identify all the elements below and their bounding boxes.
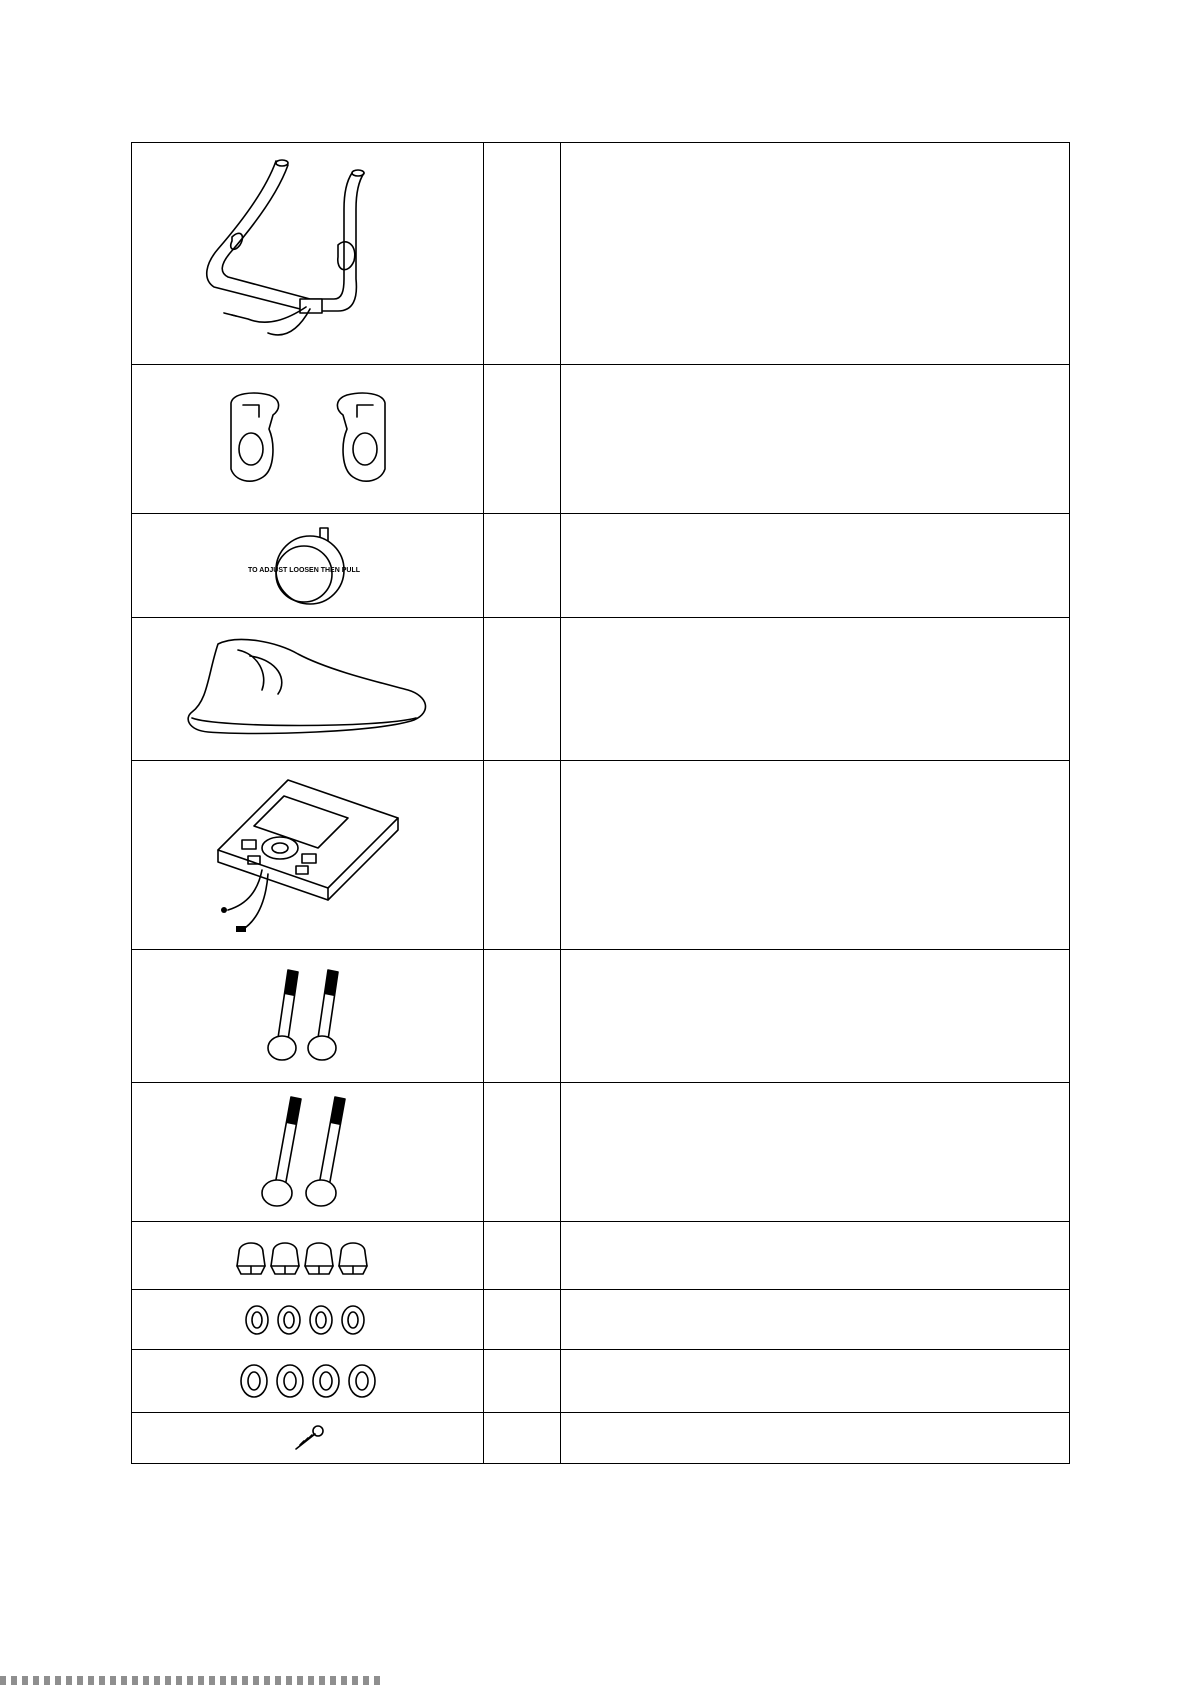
table-row <box>132 1290 1070 1350</box>
quantity-cell <box>484 1413 561 1464</box>
description-cell <box>561 365 1070 514</box>
description-cell <box>561 950 1070 1083</box>
table-row <box>132 1413 1070 1464</box>
description-cell <box>561 514 1070 618</box>
quantity-cell <box>484 1083 561 1222</box>
adjustment-knob-icon <box>247 522 360 610</box>
table-row <box>132 618 1070 761</box>
table-row <box>132 761 1070 950</box>
computer-console-icon <box>198 770 418 940</box>
part-image-cell <box>132 950 484 1083</box>
quantity-cell <box>484 1222 561 1290</box>
quantity-cell <box>484 514 561 618</box>
flat-washers-icon <box>238 1362 378 1400</box>
quantity-cell <box>484 365 561 514</box>
handlebar-covers-icon <box>223 389 393 489</box>
acorn-nuts-icon <box>233 1234 383 1278</box>
cropped-footer-text <box>0 1676 380 1685</box>
short-carriage-bolts-icon <box>248 966 368 1066</box>
part-image-cell <box>132 143 484 365</box>
table-row <box>132 365 1070 514</box>
quantity-cell <box>484 1290 561 1350</box>
long-carriage-bolts-icon <box>243 1093 373 1211</box>
quantity-cell <box>484 143 561 365</box>
quantity-cell <box>484 618 561 761</box>
handlebar-with-cable-icon <box>188 149 428 359</box>
part-image-cell <box>132 514 484 618</box>
table-row <box>132 143 1070 365</box>
quantity-cell <box>484 1350 561 1413</box>
knob-label: TO ADJUST LOOSEN THEN PULL <box>247 566 360 574</box>
seat-icon <box>178 634 438 744</box>
part-image-cell <box>132 365 484 514</box>
table-row <box>132 1350 1070 1413</box>
part-image-cell <box>132 1350 484 1413</box>
description-cell <box>561 1083 1070 1222</box>
part-image-cell <box>132 618 484 761</box>
table-row <box>132 950 1070 1083</box>
description-cell <box>561 143 1070 365</box>
description-cell <box>561 1222 1070 1290</box>
description-cell <box>561 761 1070 950</box>
quantity-cell <box>484 761 561 950</box>
part-image-cell <box>132 1222 484 1290</box>
part-image-cell <box>132 1083 484 1222</box>
table-row <box>132 1083 1070 1222</box>
screw-icon <box>288 1423 328 1453</box>
part-image-cell <box>132 1290 484 1350</box>
parts-table <box>131 142 1070 1464</box>
quantity-cell <box>484 950 561 1083</box>
table-row <box>132 1222 1070 1290</box>
part-image-cell <box>132 1413 484 1464</box>
split-washers-icon <box>243 1303 373 1337</box>
description-cell <box>561 1350 1070 1413</box>
description-cell <box>561 618 1070 761</box>
description-cell <box>561 1290 1070 1350</box>
part-image-cell <box>132 761 484 950</box>
description-cell <box>561 1413 1070 1464</box>
table-row <box>132 514 1070 618</box>
